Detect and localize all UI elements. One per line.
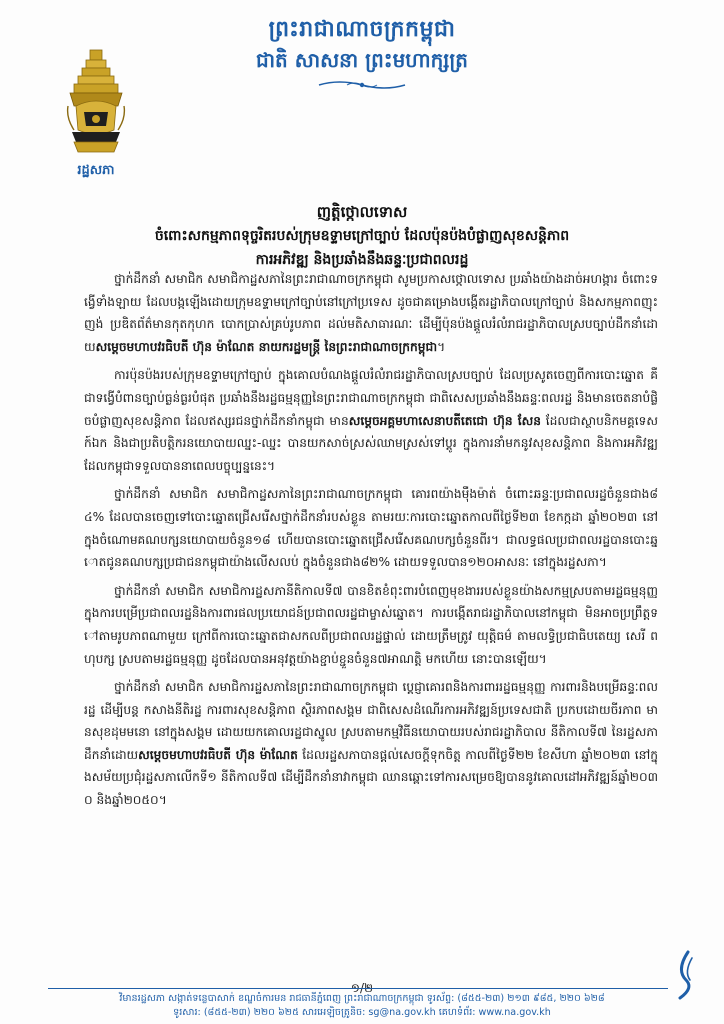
paragraph-1 (84, 268, 658, 358)
paragraph-5-tail: ដែលរដ្ឋសភាបានផ្តល់សេចក្តីទុកចិត្ត កាលពីថ្ងៃទី២២ ខែសីហា ឆ្នាំ២០២៣ នៅក្នុងសម័យប្រជុំរដ្ឋសភាលើកទី១ នីតិកាលទី៧ ដើម្បីដឹកនាំនាវាកម្ពុជា ឈានឆ្ពោះទៅការសម្រេចឱ្យបាននូវគោលដៅអភិវឌ្ឍន៍ឆ្នាំ២០៣០ និងឆ្នាំ២០៥០។ (84, 747, 659, 808)
paragraph-5-text: ថ្នាក់ដឹកនាំ សមាជិក សមាជិការដ្ឋសភានៃព្រះរាជាណាចក្រកម្ពុជា ប្តេជ្ញាគោរពនិងការពាររដ្ឋធម្មនុញ្ញ ការពារនិងបម្រើឆន្ទៈពលរដ្ឋ ដើម្បីបន្ត កសាងនីតិរដ្ឋ ការពារសុខសន្តិភាព ស្ថិរភាពសង្គម ជាពិសេសដំណើរការអភិវឌ្ឍន៍ប្រទេសជាតិ ប្រកបដោយចីរភាព មានសុខដុមមនោ នៅក្នុងសង្គម ដោយយកគោលរដ្ឋជាស្នូល ស្របតាមកម្មវិធីនយោបាយរបស់រាជរដ្ឋាភិបាល នីតិកាលទី៧ នៃរដ្ឋសភា ដឹកនាំដោយ (84, 680, 658, 762)
kingdom-heading: ព្រះរាជាណាចក្រកម្ពុជា (268, 16, 456, 42)
paragraph-4 (84, 580, 658, 670)
document-title: ញត្តិថ្កោលទោស (316, 203, 408, 221)
footer-contact (60, 992, 664, 1020)
paragraph-5-bold: សម្តេចមហាបវរធិបតី ហ៊ុន ម៉ាណែត (138, 747, 298, 762)
paragraph-1-bold: សម្តេចមហាបវរធិបតី ហ៊ុន ម៉ាណែត នាយករដ្ឋមន្ត្រី នៃព្រះរាជាណាចក្រកម្ពុជា (95, 339, 438, 354)
national-assembly-emblem-icon (64, 46, 128, 158)
ornament-divider-icon (317, 78, 407, 92)
paragraph-4-text: ថ្នាក់ដឹកនាំ សមាជិក សមាជិការដ្ឋសភានីតិកាលទី៧ បានខិតខំពុះពារបំពេញមុខងាររបស់ខ្លួនយ៉ាងសកម្មស្របតាមរដ្ឋធម្មនុញ្ញក្នុងការបម្រើប្រជាពលរដ្ឋនិងការពារផលប្រយោជន៍ប្រជាពលរដ្ឋជាម្ចាស់ឆ្នោត។ ការបង្កើតរាជរដ្ឋាភិបាលនៅកម្ពុជា មិនអាចប្រព្រឹត្តទៅតាមរូបភាពណាមួយ ក្រៅពីការបោះឆ្នោតជាសកលពីប្រជាពលរដ្ឋផ្ទាល់ ដោយត្រឹមត្រូវ យុត្តិធម៌ តាមលទ្ធិប្រជាធិបតេយ្យ សេរី ពហុបក្ស ស្របតាមរដ្ឋធម្មនុញ្ញ ដូចដែលបានអនុវត្តយ៉ាងខ្ជាប់ខ្ជួនចំនួន៧អាណត្តិ មកហើយ នោះបានឡើយ។ (84, 583, 658, 666)
paragraph-2-bold: សម្តេចអគ្គមហាសេនាបតីតេជោ ហ៊ុន សែន (348, 413, 541, 428)
paragraph-2 (84, 364, 658, 477)
footer-address: វិមានរដ្ឋសភា សង្កាត់ទន្លេបាសាក់ ខណ្ឌចំការមន រាជធានីភ្នំពេញ ព្រះរាជាណាចក្រកម្ពុជា ទូរស័ព្ទ: (៨៥៥-២៣) ២១៣ ៩៨៥, ២២០ ៦២៨ (119, 993, 605, 1004)
document-subtitle-line-2: ការអភិវឌ្ឍ និងប្រឆាំងនឹងឆន្ទៈប្រជាពលរដ្ឋ (255, 252, 469, 268)
paragraph-2-text: ការប៉ុនប៉ងរបស់ក្រុមឧទ្ទាមក្រៅច្បាប់ ក្នុងគោលបំណងផ្តួលរំលំរាជរដ្ឋាភិបាលស្របច្បាប់ ដែលប្រសូតចេញពីការបោះឆ្នោត គឺជាទង្វើបំពានច្បាប់ធ្ងន់ធ្ងរបំផុត ប្រឆាំងនឹងរដ្ឋធម្មនុញ្ញនៃព្រះរាជាណាចក្រកម្ពុជា ជាពិសេសប្រឆាំងនឹងឆន្ទៈពលរដ្ឋ និងមានចេតនាបំផ្លិចបំផ្លាញសុខសន្តិភាព ដែលឥស្សរជនថ្នាក់ដឹកនាំកម្ពុជា មាន (84, 368, 658, 428)
page-number: ១/២ (350, 981, 374, 995)
institution-label: រដ្ឋសភា (77, 163, 115, 178)
document-subtitle-line-1: ចំពោះសកម្មភាពទុច្ចរិតរបស់ក្រុមឧទ្ទាមក្រៅច្បាប់ ដែលប៉ុនប៉ងបំផ្លាញសុខសន្តិភាព (154, 228, 570, 244)
paragraph-2-tail: ដែលជាស្ថាបនិកមគ្គទេសក៍ឯក និងជាប្រតិបត្តិករនយោបាយឈ្នះ-ឈ្នះ បានយកសាច់ស្រស់ឈាមស្រស់ទៅប្តូរ ក្នុងការនាំមកនូវសុខសន្តិភាព និងការអភិវឌ្ឍ ដែលកម្ពុជាទទួលបាននាពេលបច្ចុប្បន្ននេះ។ (84, 413, 658, 473)
paragraph-3 (84, 483, 658, 573)
national-motto: ជាតិ សាសនា ព្រះមហាក្សត្រ (256, 48, 468, 72)
footer-contact-line: ទូរសារ: (៨៥៥-២៣) ២២០ ៦២៥ សារអេឡិចត្រូនិច: sg@na.gov.kh គេហទំព័រ: www.na.gov.kh (173, 1007, 551, 1018)
paragraph-1-tail: ។ (437, 339, 446, 354)
paragraph-3-text: ថ្នាក់ដឹកនាំ សមាជិក សមាជិកាដ្ឋសភានៃព្រះរាជាណាចក្រកម្ពុជា គោរពយ៉ាងម៉ឺងម៉ាត់ ចំពោះឆន្ទៈប្រជាពលរដ្ឋចំនួនជាង៨៤% ដែលបានចេញទៅបោះឆ្នោតជ្រើសរើសថ្នាក់ដឹកនាំរបស់ខ្លួន តាមរយៈការបោះឆ្នោតកាលពីថ្ងៃទី២៣ ខែកក្កដា ឆ្នាំ២០២៣ នៅក្នុងចំណោមគណបក្សនយោបាយចំនួន១៨ ហើយបានបោះឆ្នោតជ្រើសរើសគណបក្សចំនួនពីរ។ ជាលទ្ធផលប្រជាពលរដ្ឋបានបោះឆ្នោតជូនគណបក្សប្រជាជនកម្ពុជាយ៉ាងលើសលប់ ក្នុងចំនួនជាង៨២% ដោយទទួលបាន១២០អាសនៈ នៅក្នុងរដ្ឋសភា។ (84, 487, 658, 570)
footer-divider (48, 988, 668, 989)
title-block (60, 200, 664, 272)
document-body (84, 268, 658, 818)
paragraph-1-text: ថ្នាក់ដឹកនាំ សមាជិក សមាជិកាដ្ឋសភានៃព្រះរាជាណាចក្រកម្ពុជា សូមប្រកាសថ្កោលទោស ប្រឆាំងយ៉ាងដាច់អហង្ការ ចំពោះទង្វើទាំងឡាយ ដែលបង្កឡើងដោយក្រុមឧទ្ទាមក្រៅច្បាប់នៅក្រៅប្រទេស ដូចជាគម្រោងបង្កើតរដ្ឋាភិបាលក្រៅច្បាប់ និងសកម្មភាពញុះញង់ ប្រឌិតព័ត៌មានកុតកុហក បោកប្រាស់គ្រប់រូបភាព ដល់មតិសាធារណៈ ដើម្បីប៉ុនប៉ងផ្តួលរំលំរាជរដ្ឋាភិបាលស្របច្បាប់ដឹកនាំដោយ (84, 272, 658, 354)
paragraph-5 (84, 676, 658, 812)
